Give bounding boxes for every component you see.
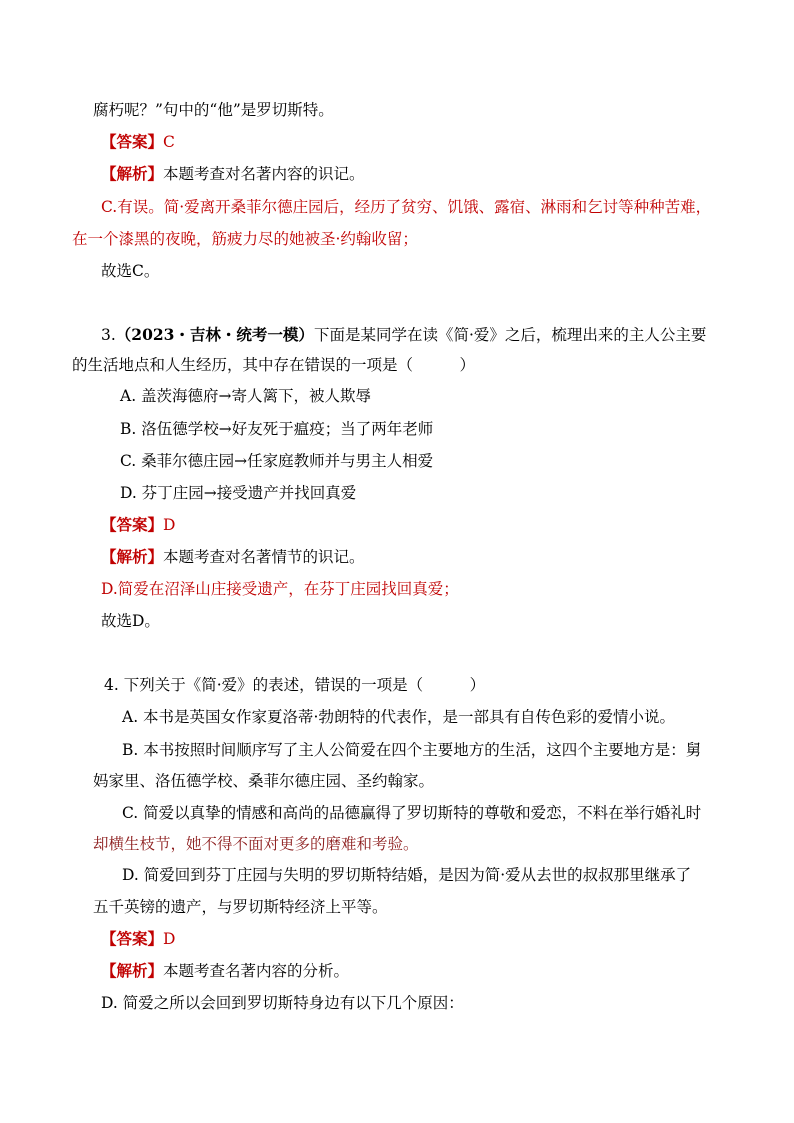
analysis-tag: 【解析】 [101,547,164,566]
q3-stem-line-2: 的生活地点和人生经历，其中存在错误的一项是（ ） [72,356,476,374]
q2-answer-row [101,131,175,153]
q4-option-c-line-1: C. 简爱以真挚的情感和高尚的品德赢得了罗切斯特的尊敬和爱恋，不料在举行婚礼时 [122,804,702,822]
q3-stem-text: 下面是某同学在读《简·爱》之后，梳理出来的主人公主要 [313,326,707,344]
q4-detail: D. 简爱之所以会回到罗切斯特身边有以下几个原因： [101,994,464,1012]
answer-tag: 【答案】 [101,132,164,151]
q4-option-a: A. 本书是英国女作家夏洛蒂·勃朗特的代表作，是一部具有自传色彩的爱情小说。 [122,708,675,726]
answer-value: D [163,516,176,534]
q3-source: （2023・吉林・统考一模） [115,325,314,344]
q3-option-d: D. 芬丁庄园→接受遗产并找回真爱 [120,484,357,502]
q3-option-c: C. 桑菲尔德庄园→任家庭教师并与男主人相爱 [120,452,434,470]
analysis-text: 本题考查对名著内容的识记。 [163,165,365,183]
q3-option-a: A. 盖茨海德府→寄人篱下，被人欺辱 [120,387,372,405]
answer-tag: 【答案】 [101,515,164,534]
q4-option-c-line-2: 却横生枝节，她不得不面对更多的磨难和考验。 [93,835,419,853]
q3-answer-row [101,514,175,536]
q4-stem: 4. 下列关于《简·爱》的表述，错误的一项是（ ） [104,676,486,694]
q4-option-b-line-2: 妈家里、洛伍德学校、桑菲尔德庄园、圣约翰家。 [93,772,435,790]
q3-number: 3. [101,326,116,344]
q4-analysis-row [101,960,349,982]
analysis-text: 本题考查名著内容的分析。 [163,962,350,980]
q4-option-d-line-1: D. 简爱回到芬丁庄园与失明的罗切斯特结婚，是因为简·爱从去世的叔叔那里继承了 [122,866,692,884]
q2-text-line: 腐朽呢？”句中的“他”是罗切斯特。 [93,101,334,119]
q4-option-b-line-1: B. 本书按照时间顺序写了主人公简爱在四个主要地方的生活，这四个主要地方是：舅 [122,741,702,759]
q2-conclusion: 故选C。 [101,262,160,280]
q3-detail: D.简爱在沼泽山庄接受遗产，在芬丁庄园找回真爱； [101,580,459,598]
analysis-tag: 【解析】 [101,164,164,183]
q3-option-b: B. 洛伍德学校→好友死于瘟疫；当了两年老师 [120,420,434,438]
q3-analysis-row [101,546,365,568]
q3-conclusion: 故选D。 [101,612,160,630]
analysis-tag: 【解析】 [101,961,164,980]
analysis-text: 本题考查对名著情节的识记。 [163,548,365,566]
answer-tag: 【答案】 [101,929,164,948]
q4-answer-row [101,928,175,950]
answer-value: D [163,930,176,948]
q4-option-d-line-2: 五千英镑的遗产，与罗切斯特经济上平等。 [93,898,388,916]
answer-value: C [163,133,175,151]
q2-detail-line-1: C.有误。简·爱离开桑菲尔德庄园后，经历了贫穷、饥饿、露宿、淋雨和乞讨等种种苦难， [101,198,712,216]
q2-detail-line-2: 在一个漆黑的夜晚，筋疲力尽的她被圣·约翰收留； [72,230,418,248]
q3-stem-line-1 [101,324,706,346]
q2-analysis-row [101,163,365,185]
